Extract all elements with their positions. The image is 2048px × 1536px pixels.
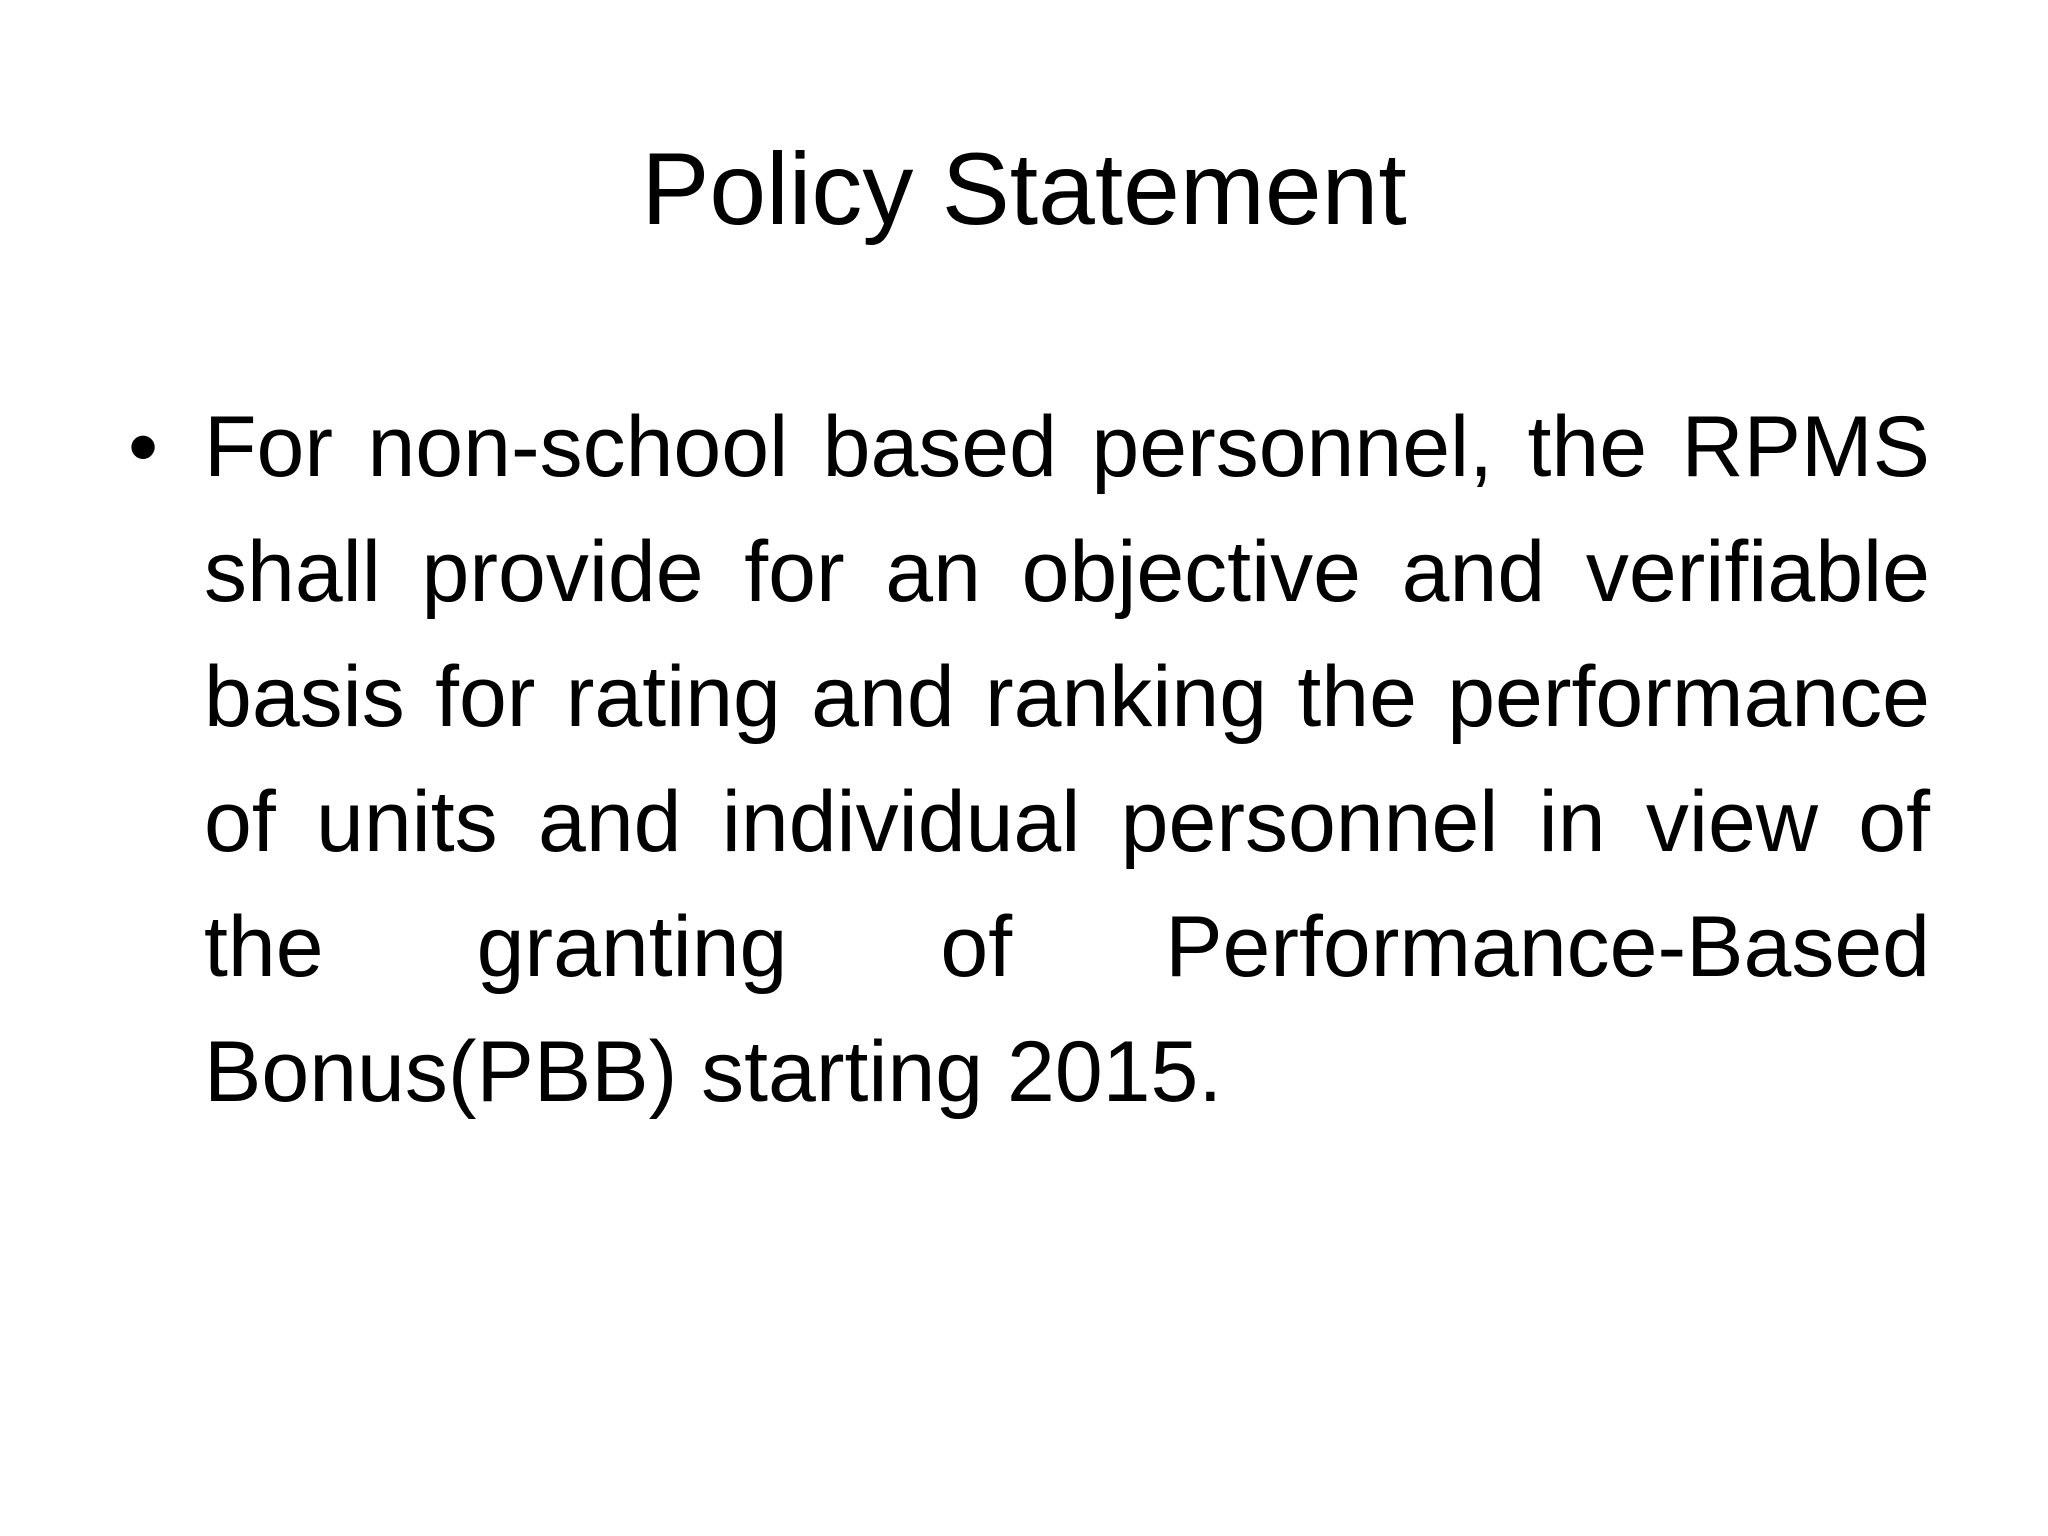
slide-title: Policy Statement (641, 132, 1407, 246)
bullet-item (120, 385, 1930, 1135)
bullet-list (120, 385, 1930, 1135)
bullet-text: For non-school based personnel, the RPMS shall provide for an objective and verifiable basis for rating and ranking the performance of units and individual personnel in view of the granting of Performance-Based Bonus(PBB) starting 2015. (204, 399, 1930, 1120)
bullet-marker: • (128, 399, 159, 495)
